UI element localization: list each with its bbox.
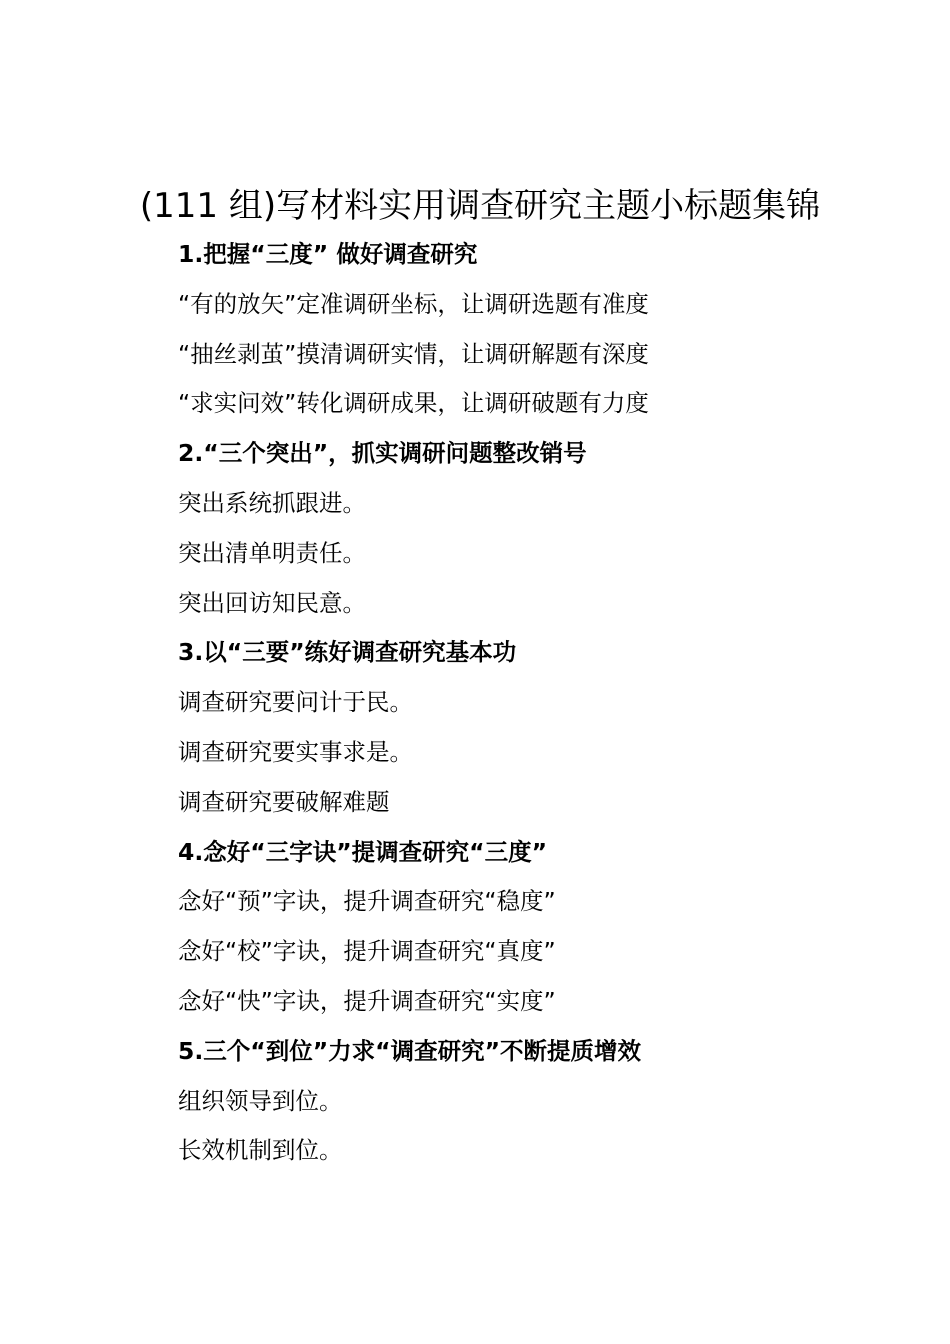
section-1 xyxy=(178,230,878,429)
section-item: 长效机制到位。 xyxy=(178,1136,343,1165)
document-title: (111 组)写材料实用调查研究主题小标题集锦 xyxy=(139,186,821,226)
document-body xyxy=(178,230,878,1176)
section-2 xyxy=(178,429,878,628)
section-item: 念好“快”字诀，提升调查研究“实度” xyxy=(178,986,556,1015)
section-heading: 4.念好“三字诀”提调查研究“三度” xyxy=(178,837,548,866)
section-item: 调查研究要实事求是。 xyxy=(178,737,413,766)
section-heading: 2.“三个突出”，抓实调研问题整改销号 xyxy=(178,439,587,468)
section-heading: 3.以“三要”练好调查研究基本功 xyxy=(178,638,517,667)
section-item: 突出回访知民意。 xyxy=(178,588,366,617)
section-item: 念好“校”字诀，提升调查研究“真度” xyxy=(178,937,556,966)
section-item: 突出清单明责任。 xyxy=(178,538,366,567)
section-item: 突出系统抓跟进。 xyxy=(178,488,366,517)
section-item: 调查研究要破解难题 xyxy=(178,787,390,816)
section-3 xyxy=(178,628,878,827)
section-5 xyxy=(178,1027,878,1176)
section-item: “有的放矢”定准调研坐标，让调研选题有准度 xyxy=(178,289,649,318)
section-item: 组织领导到位。 xyxy=(178,1086,343,1115)
section-heading: 1.把握“三度” 做好调查研究 xyxy=(178,240,478,268)
section-4 xyxy=(178,828,878,1027)
section-item: “抽丝剥茧”摸清调研实情，让调研解题有深度 xyxy=(178,339,649,368)
section-item: 念好“预”字诀，提升调查研究“稳度” xyxy=(178,887,556,916)
section-item: “求实问效”转化调研成果，让调研破题有力度 xyxy=(178,389,649,418)
section-heading: 5.三个“到位”力求“调查研究”不断提质增效 xyxy=(178,1036,642,1065)
section-item: 调查研究要问计于民。 xyxy=(178,688,413,717)
